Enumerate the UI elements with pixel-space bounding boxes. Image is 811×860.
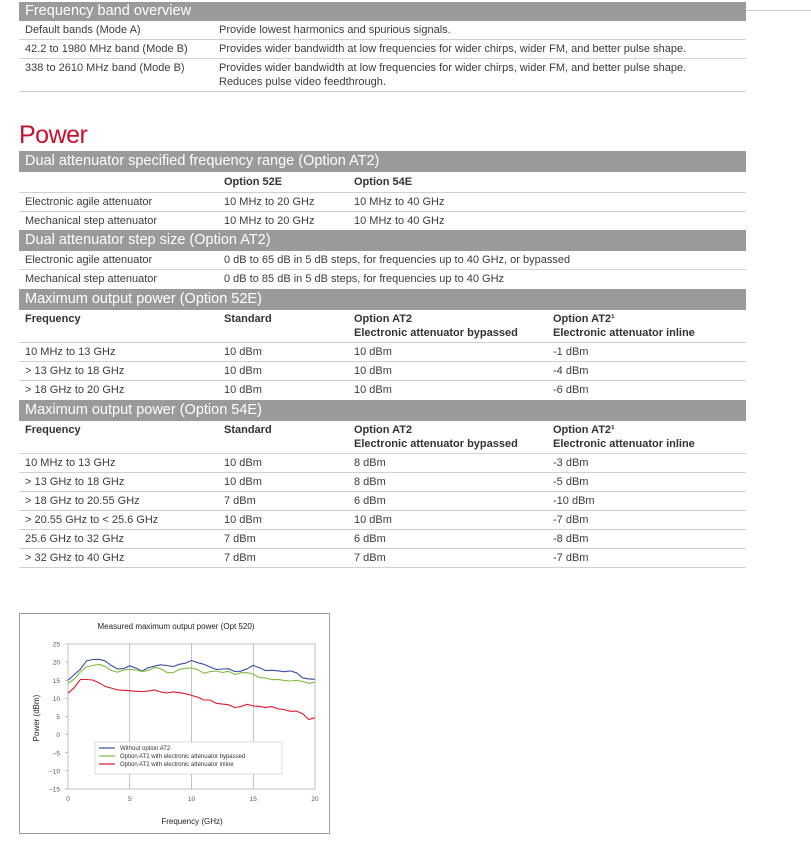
cell: 10 MHz to 40 GHz: [354, 196, 445, 208]
cell: -8 dBm: [553, 533, 589, 545]
cell: -1 dBm: [553, 346, 589, 358]
cell: 10 dBm: [354, 365, 392, 377]
row-label: Electronic agile attenuator: [25, 196, 153, 208]
cell: 10 dBm: [224, 384, 262, 396]
cell: 10 dBm: [224, 346, 262, 358]
chart-svg: [20, 614, 329, 833]
y-tick-label: 0: [56, 732, 60, 740]
cell: 10 MHz to 20 GHz: [224, 196, 315, 208]
x-tick-label: 15: [249, 796, 257, 803]
table-row: [19, 454, 746, 473]
cell: 7 dBm: [224, 495, 256, 507]
max-power-52e-table: [19, 289, 746, 400]
x-tick-label: 0: [66, 796, 70, 803]
col-header: Option AT2¹: [553, 313, 615, 325]
dual-attenuator-range-table: [19, 151, 746, 231]
band-label: 42.2 to 1980 MHz band (Mode B): [25, 43, 188, 55]
table-row: [19, 530, 746, 549]
table-row: [19, 21, 746, 40]
cell: 0 dB to 85 dB in 5 dB steps, for frequencies up to 40 GHz: [224, 273, 505, 285]
cell: 8 dBm: [354, 476, 386, 488]
band-desc: Provide lowest harmonics and spurious signals.: [219, 24, 451, 36]
cell: 10 dBm: [224, 365, 262, 377]
y-tick-label: 15: [52, 677, 60, 685]
cell: -4 dBm: [553, 365, 589, 377]
legend-entry: Option AT2 with electronic attenuator bypassed: [120, 754, 246, 760]
y-tick-label: −10: [48, 768, 60, 776]
cell: -6 dBm: [553, 384, 589, 396]
cell: > 20.55 GHz to < 25.6 GHz: [25, 514, 159, 526]
cell: > 13 GHz to 18 GHz: [25, 476, 125, 488]
y-tick-label: 20: [52, 659, 60, 667]
cell: 7 dBm: [224, 533, 256, 545]
cell: 10 MHz to 13 GHz: [25, 457, 116, 469]
cell: 25.6 GHz to 32 GHz: [25, 533, 125, 545]
table-header: Frequency band overview: [19, 2, 746, 21]
col-header: Option AT2: [354, 313, 413, 325]
table-row: [19, 381, 746, 400]
table-row: [19, 473, 746, 492]
cell: 7 dBm: [224, 552, 256, 564]
frequency-band-table: [19, 2, 746, 92]
cell: 0 dB to 65 dB in 5 dB steps, for frequencies up to 40 GHz, or bypassed: [224, 254, 571, 266]
cell: -5 dBm: [553, 476, 589, 488]
chart-title: Measured maximum output power (Opt 520): [97, 622, 255, 631]
cell: > 32 GHz to 40 GHz: [25, 552, 125, 564]
band-desc-line2: Reduces pulse video feedthrough.: [219, 76, 386, 88]
cell: 10 dBm: [354, 346, 392, 358]
cell: 10 dBm: [224, 457, 262, 469]
col-header: Standard: [224, 424, 272, 436]
cell: 8 dBm: [354, 457, 386, 469]
y-tick-label: −15: [48, 786, 60, 794]
table-row: [19, 40, 746, 59]
cell: > 13 GHz to 18 GHz: [25, 365, 125, 377]
band-label: 338 to 2610 MHz band (Mode B): [25, 62, 185, 74]
cell: -7 dBm: [553, 514, 589, 526]
col-header: Electronic attenuator inline: [553, 438, 695, 450]
band-desc: Provides wider bandwidth at low frequencies for wider chirps, wider FM, and better pulse shape.: [219, 43, 687, 55]
x-axis-label: Frequency (GHz): [161, 817, 223, 826]
col-header: Electronic attenuator bypassed: [354, 438, 518, 450]
cell: > 18 GHz to 20 GHz: [25, 384, 125, 396]
table-row: [19, 59, 746, 92]
chart-legend: [95, 742, 282, 774]
y-tick-label: 5: [56, 714, 60, 721]
max-power-54e-table: [19, 400, 746, 568]
cell: 10 dBm: [224, 514, 262, 526]
y-axis-label: Power (dBm): [32, 694, 41, 742]
cell: -3 dBm: [553, 457, 589, 469]
cell: 10 MHz to 20 GHz: [224, 215, 315, 227]
col-header: Option 52E: [224, 176, 283, 188]
cell: 6 dBm: [354, 495, 386, 507]
legend-entry: Without option AT2: [120, 746, 171, 752]
col-header: Frequency: [25, 313, 81, 325]
section-title-power: Power: [19, 121, 88, 149]
col-header: Electronic attenuator inline: [553, 327, 695, 339]
cell: 6 dBm: [354, 533, 386, 545]
y-tick-label: 25: [52, 641, 60, 649]
col-header: Option AT2: [354, 424, 413, 436]
row-label: Mechanical step attenuator: [25, 215, 158, 227]
table-row: [19, 212, 746, 231]
legend-entry: Option AT2 with electronic attenuator inline: [120, 762, 234, 768]
row-label: Electronic agile attenuator: [25, 254, 153, 266]
table-column-headers: [19, 421, 746, 454]
col-header: Electronic attenuator bypassed: [354, 327, 518, 339]
cell: > 18 GHz to 20.55 GHz: [25, 495, 140, 507]
table-row: [19, 362, 746, 381]
cell: 10 MHz to 40 GHz: [354, 215, 445, 227]
col-header: Standard: [224, 313, 272, 325]
band-desc: Provides wider bandwidth at low frequencies for wider chirps, wider FM, and better pulse shape.: [219, 62, 687, 74]
cell: 10 MHz to 13 GHz: [25, 346, 116, 358]
table-row: [19, 549, 746, 568]
col-header: Option 54E: [354, 176, 413, 188]
cell: 7 dBm: [354, 552, 386, 564]
table-column-headers: [19, 310, 746, 343]
table-header: Maximum output power (Option 52E): [19, 289, 746, 310]
y-tick-label: −5: [52, 750, 60, 758]
row-label: Mechanical step attenuator: [25, 273, 158, 285]
power-chart: [19, 613, 330, 834]
cell: -10 dBm: [553, 495, 595, 507]
table-header: Dual attenuator specified frequency range (Option AT2): [19, 151, 746, 172]
table-header: Maximum output power (Option 54E): [19, 400, 746, 421]
col-header: Option AT2¹: [553, 424, 615, 436]
table-column-headers: [19, 172, 746, 193]
cell: 10 dBm: [224, 476, 262, 488]
table-row: [19, 511, 746, 530]
table-row: [19, 251, 746, 270]
x-tick-label: 10: [187, 796, 196, 803]
table-row: [19, 343, 746, 362]
cell: 10 dBm: [354, 514, 392, 526]
top-rule: [746, 10, 811, 11]
cell: 10 dBm: [354, 384, 392, 396]
col-header: Frequency: [25, 424, 81, 436]
x-tick-label: 20: [311, 796, 319, 803]
band-label: Default bands (Mode A): [25, 24, 141, 36]
table-row: [19, 193, 746, 212]
cell: -7 dBm: [553, 552, 589, 564]
table-row: [19, 270, 746, 289]
y-tick-label: 10: [52, 695, 60, 703]
dual-attenuator-step-table: [19, 230, 746, 289]
table-header: Dual attenuator step size (Option AT2): [19, 230, 746, 251]
x-tick-label: 5: [127, 796, 132, 803]
table-row: [19, 492, 746, 511]
